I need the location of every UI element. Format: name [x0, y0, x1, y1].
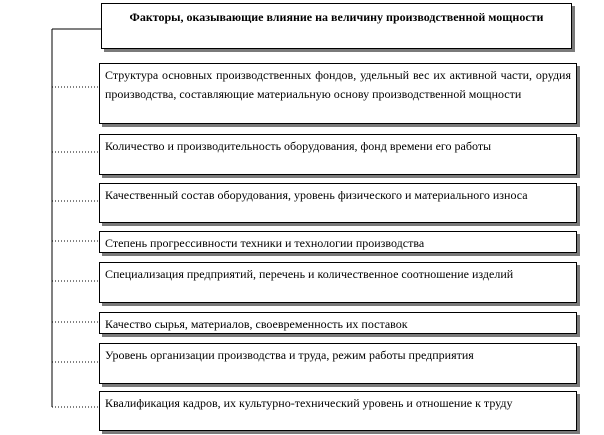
factor-label: Степень прогрессивности техники и технологии производства	[105, 236, 425, 250]
factor-box	[99, 134, 577, 175]
factor-box	[99, 312, 577, 334]
factor-box	[99, 183, 577, 223]
factor-label: Уровень организации производства и труда, режим работы предприятия	[105, 348, 474, 362]
factor-box	[99, 343, 577, 384]
diagram-title-box	[101, 3, 572, 49]
factor-box	[99, 262, 577, 303]
factor-label: Квалификация кадров, их культурно-технический уровень и отношение к труду	[105, 396, 513, 410]
factor-box	[99, 231, 577, 253]
factor-label: Количество и производительность оборудования, фонд времени его работы	[105, 139, 492, 153]
factor-label: Специализация предприятий, перечень и количественное соотношение изделий	[105, 267, 514, 281]
factor-label: Качественный состав оборудования, уровень физического и материального износа	[105, 188, 528, 202]
diagram-title: Факторы, оказывающие влияние на величину производственной мощности	[129, 10, 544, 24]
factor-label: Структура основных производственных фондов, удельный вес их активной части, орудия производства, составляющие материальную основу производственной мощности	[105, 68, 571, 101]
factor-box	[99, 391, 577, 431]
factor-label: Качество сырья, материалов, своевременность их поставок	[105, 317, 408, 331]
factor-box	[99, 63, 577, 124]
